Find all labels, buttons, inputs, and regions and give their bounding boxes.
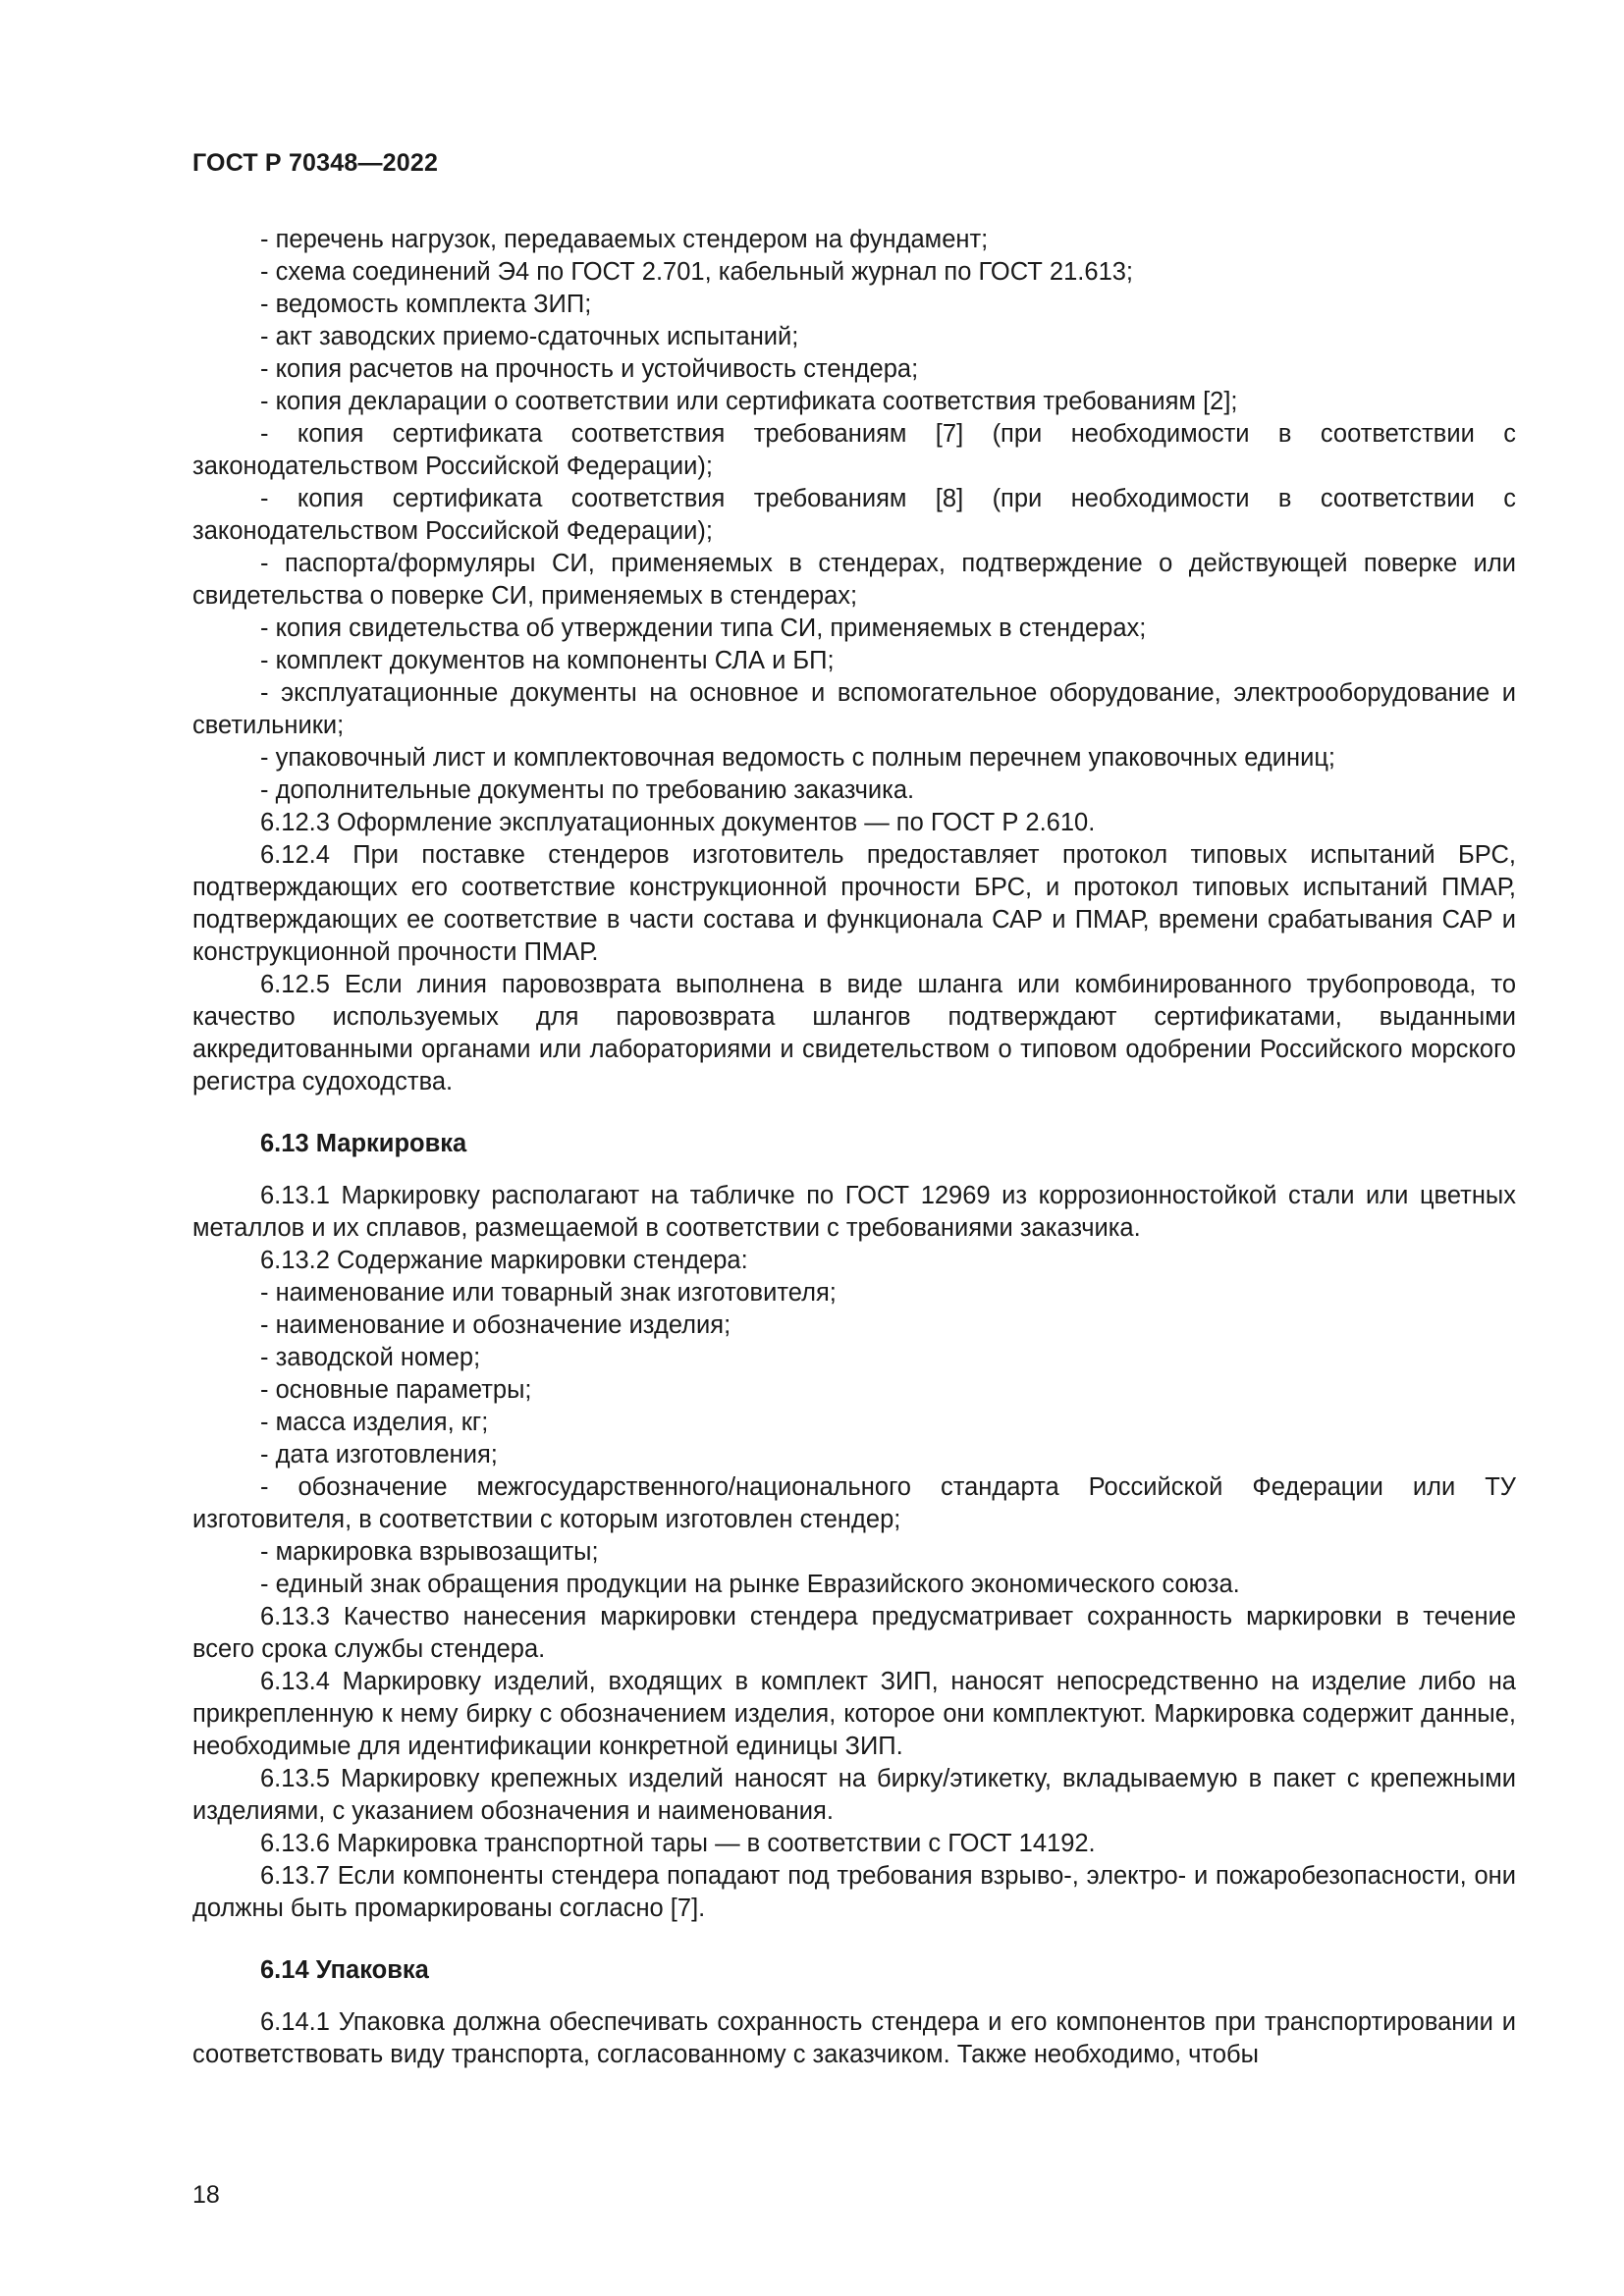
paragraph: - копия сертификата соответствия требованиям [7] (при необходимости в соответствии с законодательством Российской Федерации); (192, 420, 1516, 480)
paragraph: - копия расчетов на прочность и устойчивость стендера; (260, 355, 919, 383)
paragraph: - заводской номер; (260, 1344, 481, 1371)
paragraph: - копия свидетельства об утверждении типа СИ, применяемых в стендерах; (260, 614, 1147, 642)
paragraph: 6.12.5 Если линия паровозврата выполнена в виде шланга или комбинированного трубопровода, то качество используемых для паровозврата шлангов подтверждают сертификатами, выданными аккредитованными органами или лабораториями и свидетельством о типовом одобрении Российского морского регистра судоходства. (192, 971, 1516, 1095)
paragraph: - копия декларации о соответствии или сертификата соответствия требованиям [2]; (260, 388, 1238, 415)
paragraph: 6.13.1 Маркировку располагают на табличке по ГОСТ 12969 из коррозионностойкой стали или цветных металлов и их сплавов, размещаемой в соответствии с требованиями заказчика. (192, 1182, 1516, 1242)
section-heading: 6.14 Упаковка (260, 1956, 429, 1984)
paragraph: - упаковочный лист и комплектовочная ведомость с полным перечнем упаковочных единиц; (260, 744, 1336, 772)
paragraph: - наименование и обозначение изделия; (260, 1311, 731, 1339)
paragraph: - дата изготовления; (260, 1441, 498, 1468)
paragraph: - комплект документов на компоненты СЛА и БП; (260, 647, 835, 674)
paragraph: - эксплуатационные документы на основное и вспомогательное оборудование, электрооборудование и светильники; (192, 679, 1516, 739)
paragraph: - единый знак обращения продукции на рынке Евразийского экономического союза. (260, 1571, 1240, 1598)
paragraph: - копия сертификата соответствия требованиям [8] (при необходимости в соответствии с законодательством Российской Федерации); (192, 485, 1516, 545)
paragraph: - паспорта/формуляры СИ, применяемых в стендерах, подтверждение о действующей поверке или свидетельства о поверке СИ, применяемых в стендерах; (192, 550, 1516, 610)
paragraph: - наименование или товарный знак изготовителя; (260, 1279, 837, 1307)
document-body (192, 224, 1516, 2071)
paragraph: 6.13.2 Содержание маркировки стендера: (260, 1247, 748, 1274)
page-header: ГОСТ Р 70348—2022 (192, 149, 439, 177)
paragraph: 6.14.1 Упаковка должна обеспечивать сохранность стендера и его компонентов при транспортировании и соответствовать виду транспорта, согласованному с заказчиком. Также необходимо, чтобы (192, 2008, 1516, 2068)
paragraph: - маркировка взрывозащиты; (260, 1538, 599, 1566)
paragraph: 6.13.4 Маркировку изделий, входящих в комплект ЗИП, наносят непосредственно на изделие либо на прикрепленную к нему бирку с обозначением изделия, которое они комплектуют. Маркировка содержит данные, необходимые для идентификации конкретной единицы ЗИП. (192, 1668, 1516, 1760)
page-number: 18 (192, 2181, 220, 2209)
paragraph: - обозначение межгосударственного/национального стандарта Российской Федерации или ТУ изготовителя, в соответствии с которым изготовлен стендер; (192, 1473, 1516, 1533)
paragraph: - схема соединений Э4 по ГОСТ 2.701, кабельный журнал по ГОСТ 21.613; (260, 258, 1134, 286)
paragraph: - перечень нагрузок, передаваемых стендером на фундамент; (260, 226, 989, 253)
paragraph: 6.13.7 Если компоненты стендера попадают под требования взрыво-, электро- и пожаробезопасности, они должны быть промаркированы согласно [7]. (192, 1862, 1516, 1922)
paragraph: - масса изделия, кг; (260, 1409, 489, 1436)
paragraph: - ведомость комплекта ЗИП; (260, 291, 592, 318)
paragraph: - основные параметры; (260, 1376, 532, 1404)
paragraph: 6.13.3 Качество нанесения маркировки стендера предусматривает сохранность маркировки в течение всего срока службы стендера. (192, 1603, 1516, 1663)
section-heading: 6.13 Маркировка (260, 1130, 467, 1157)
paragraph: - дополнительные документы по требованию заказчика. (260, 776, 915, 804)
paragraph: 6.13.6 Маркировка транспортной тары — в соответствии с ГОСТ 14192. (260, 1830, 1096, 1857)
paragraph: 6.12.3 Оформление эксплуатационных документов — по ГОСТ Р 2.610. (260, 809, 1096, 836)
paragraph: - акт заводских приемо-сдаточных испытаний; (260, 323, 799, 350)
paragraph: 6.13.5 Маркировку крепежных изделий наносят на бирку/этикетку, вкладываемую в пакет с крепежными изделиями, с указанием обозначения и наименования. (192, 1765, 1516, 1825)
paragraph: 6.12.4 При поставке стендеров изготовитель предоставляет протокол типовых испытаний БРС, подтверждающих его соответствие конструкционной прочности БРС, и протокол типовых испытаний ПМАР, подтверждающих ее соответствие в части состава и функционала САР и ПМАР, времени срабатывания САР и конструкционной прочности ПМАР. (192, 841, 1516, 966)
